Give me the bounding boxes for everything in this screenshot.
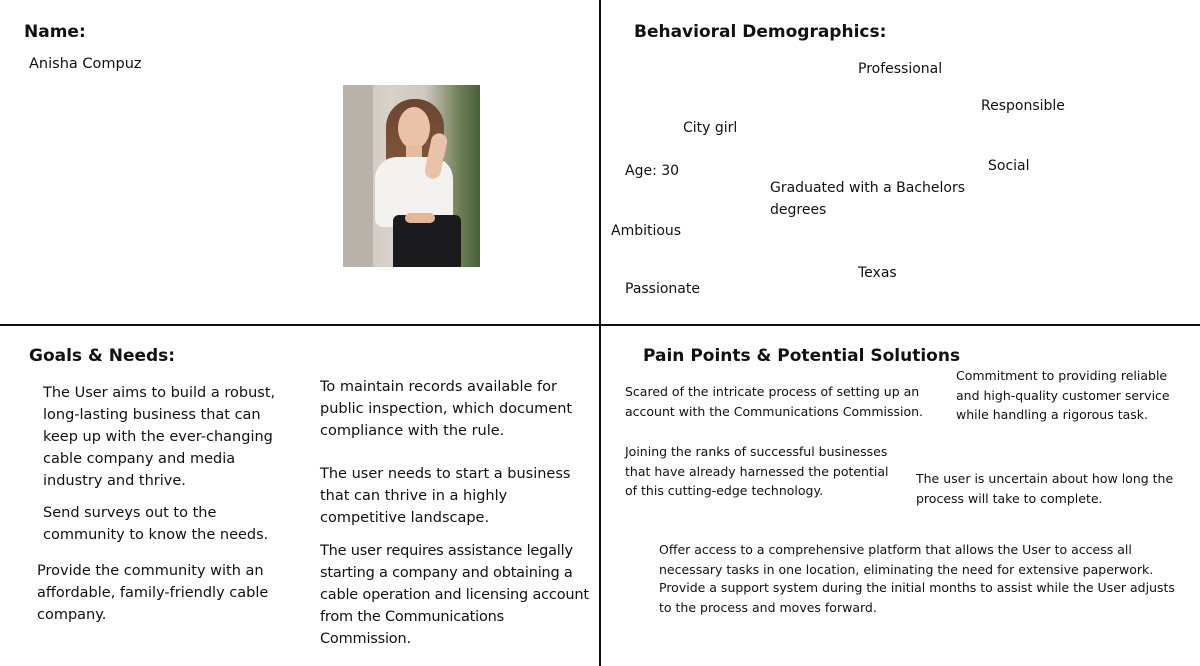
pain-point-item: Joining the ranks of successful businesses that have already harnessed the potential of this cutting-edge technology. xyxy=(625,444,889,498)
demographic-item: Age: 30 xyxy=(625,163,680,179)
demographics-heading: Behavioral Demographics: xyxy=(634,22,887,42)
persona-photo xyxy=(343,85,480,267)
goal-item: The user needs to start a business that can thrive in a highly competitive landscape. xyxy=(320,466,571,526)
horizontal-divider xyxy=(0,324,1200,326)
goals-heading: Goals & Needs: xyxy=(29,346,176,366)
demographic-item: Social xyxy=(988,158,1030,174)
demographic-item: Responsible xyxy=(981,98,1065,114)
demographic-item: Texas xyxy=(858,265,897,281)
goal-item: Send surveys out to the community to know the needs. xyxy=(43,505,269,543)
goal-item: The User aims to build a robust, long-lasting business that can keep up with the ever-changing cable company and media industry and thrive. xyxy=(43,385,276,489)
solution-item: Offer access to a comprehensive platform that allows the User to access all necessary tasks in one location, eliminating the need for extensive paperwork. xyxy=(659,542,1154,577)
persona-name: Anisha Compuz xyxy=(29,56,142,72)
demographic-item: Professional xyxy=(858,61,943,77)
goal-item: To maintain records available for public inspection, which document compliance with the rule. xyxy=(320,379,573,439)
solution-item: Provide a support system during the initial months to assist while the User adjusts to the process and moves forward. xyxy=(659,580,1175,615)
pain-points-heading: Pain Points & Potential Solutions xyxy=(643,346,961,366)
vertical-divider xyxy=(599,0,601,666)
demographic-item: City girl xyxy=(683,120,738,136)
solution-item: Commitment to providing reliable and high-quality customer service while handling a rigorous task. xyxy=(956,368,1170,422)
pain-point-item: Scared of the intricate process of setting up an account with the Communications Commission. xyxy=(625,384,924,419)
demographic-item: Ambitious xyxy=(611,223,682,239)
name-heading: Name: xyxy=(24,22,86,42)
demographic-item: Passionate xyxy=(625,281,700,297)
demographic-item: Graduated with a Bachelors degrees xyxy=(770,180,966,218)
pain-point-item: The user is uncertain about how long the process will take to complete. xyxy=(916,471,1174,506)
goal-item: Provide the community with an affordable, family-friendly cable company. xyxy=(37,563,269,623)
goal-item: The user requires assistance legally starting a company and obtaining a cable operation and licensing account from the Communications Commission. xyxy=(320,543,589,647)
